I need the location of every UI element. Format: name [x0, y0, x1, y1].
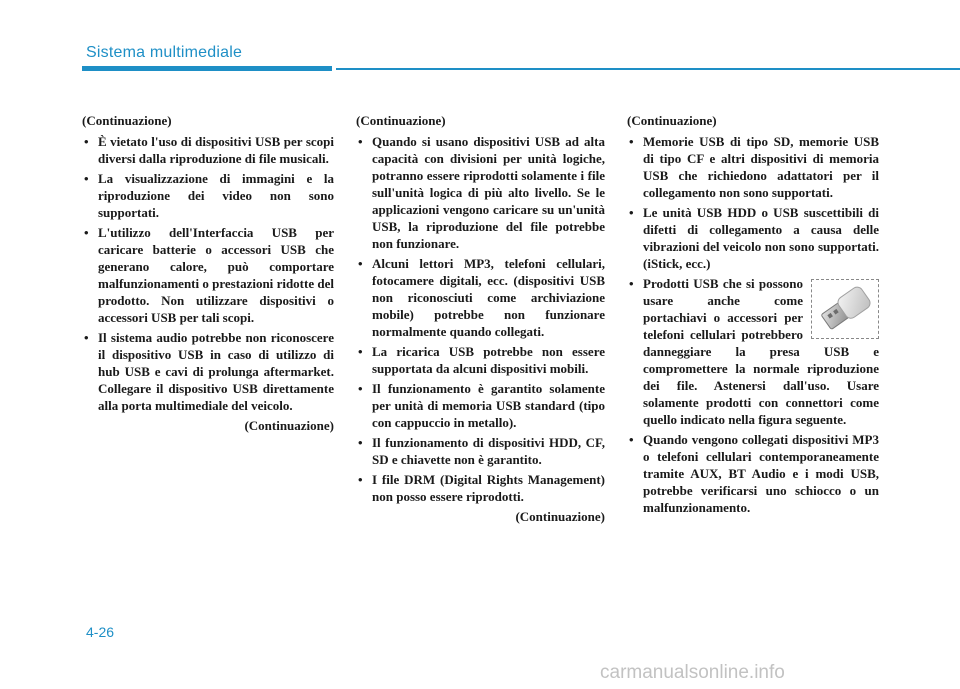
bullet-list	[356, 133, 605, 505]
watermark: carmanualsonline.info	[600, 662, 785, 683]
list-item: • Il funzionamento è garantito solamente per unità di memoria USB standard (tipo con cappuccio in metallo).	[356, 380, 605, 431]
list-item: • Quando vengono collegati dispositivi MP3 o telefoni cellulari contemporaneamente tramite AUX, BT Audio e i modi USB, potrebbe verificarsi uno schiocco o un malfunzionamento.	[627, 431, 879, 516]
bullet-list	[627, 133, 879, 516]
list-item-text: Prodotti USB che si possono usare anche come portachiavi o accessori per telefoni cellulari potrebbero danneggiare la presa USB e compromettere la normale riproduzione dei file. Astenersi dall'uso. Usare solamente prodotti con connettori come quello indicato nella figura seguente.	[643, 276, 879, 427]
list-item: • Il funzionamento di dispositivi HDD, CF, SD e chiavette non è garantito.	[356, 434, 605, 468]
usb-flash-drive-icon	[811, 279, 879, 339]
list-item: • La visualizzazione di immagini e la riproduzione dei video non sono supportati.	[82, 170, 334, 221]
header-rule-thin	[336, 68, 960, 70]
list-item: • Il sistema audio potrebbe non riconoscere il dispositivo USB in caso di utilizzo di hub USB e cavi di prolunga aftermarket. Collegare il dispositivo USB direttamente alla porta multimediale del veicolo.	[82, 329, 334, 414]
list-item: • La ricarica USB potrebbe non essere supportata da alcuni dispositivi mobili.	[356, 343, 605, 377]
bullet-list	[82, 133, 334, 414]
continuation-head: (Continuazione)	[356, 113, 446, 128]
continuation-head: (Continuazione)	[82, 113, 172, 128]
column-3	[627, 112, 879, 519]
page-number: 4-26	[86, 624, 115, 640]
continuation-foot: (Continuazione)	[515, 509, 605, 524]
continuation-head: (Continuazione)	[627, 113, 717, 128]
list-item: • È vietato l'uso di dispositivi USB per scopi diversi dalla riproduzione di file musicali.	[82, 133, 334, 167]
column-1	[82, 112, 334, 447]
list-item: • Alcuni lettori MP3, telefoni cellulari, fotocamere digitali, ecc. (dispositivi USB non riconosciuti come archiviazione mobile) potrebbe non funzionare normalmente quando collegati.	[356, 255, 605, 340]
continuation-foot: (Continuazione)	[244, 418, 334, 433]
list-item: • I file DRM (Digital Rights Management) non posso essere riprodotti.	[356, 471, 605, 505]
column-2	[356, 112, 605, 538]
list-item: • L'utilizzo dell'Interfaccia USB per caricare batterie o accessori USB che generano calore, può comportare malfunzionamenti o prestazioni ridotte del prodotto. Non utilizzare dispositivi o accessori USB per tali scopi.	[82, 224, 334, 326]
header-rule-thick	[82, 66, 332, 71]
list-item: • Memorie USB di tipo SD, memorie USB di tipo CF e altri dispositivi di memoria USB che richiedono adattatori per il collegamento non sono supportati.	[627, 133, 879, 201]
list-item: • Le unità USB HDD o USB suscettibili di difetti di collegamento a causa delle vibrazioni del veicolo non sono supportati. (iStick, ecc.)	[627, 204, 879, 272]
list-item: • Quando si usano dispositivi USB ad alta capacità con divisioni per unità logiche, potranno essere riprodotti solamente i file sull'unità logica di più alto livello. Se le applicazioni vengono caricare su un'unità USB, la riproduzione del file potrebbe non funzionare.	[356, 133, 605, 252]
section-title: Sistema multimediale	[86, 44, 243, 61]
list-item-with-figure	[627, 275, 879, 428]
